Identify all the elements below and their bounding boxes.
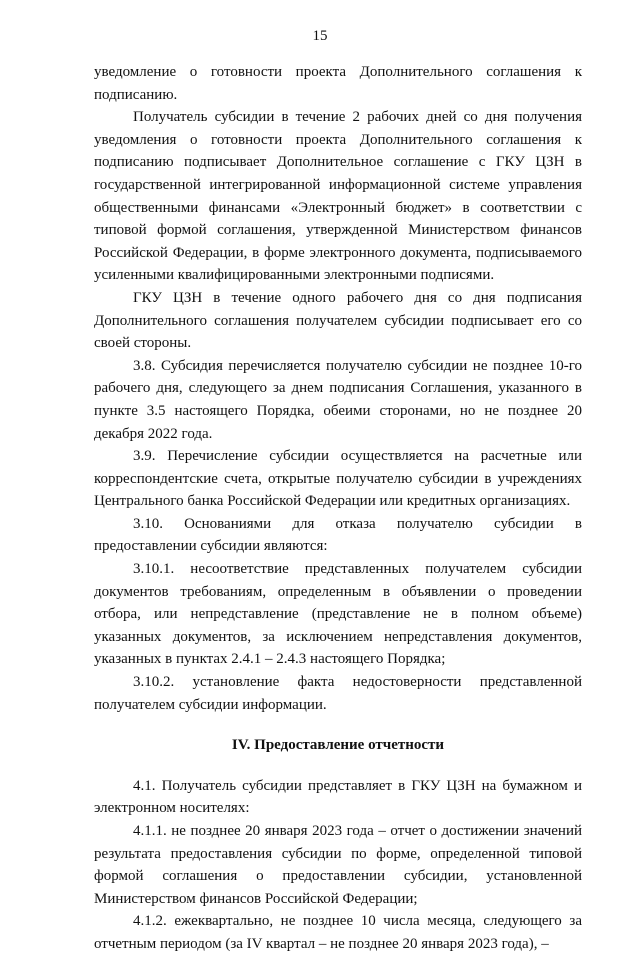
paragraph-signing-by-recipient: Получатель субсидии в течение 2 рабочих дней со дня получения уведомления о готовности проекта Дополнительного соглашения к подписанию подписывает Дополнительное соглашение с ГКУ ЦЗН в государственной интегрированной информационной системе управления общественными финансами «Электронный бюджет» в соответствии с типовой формой соглашения, утвержденной Министерством финансов Российской Федерации, в форме электронного документа, подписываемого усиленными квалифицированными электронными подписями. (94, 109, 582, 284)
paragraph-3-10-1: 3.10.1. несоответствие представленных получателем субсидии документов требованиям, определенным в объявлении о проведении отбора, или непредставление (представление не в полном объеме) указанных документов, за исключением непредставления документов, указанных в пунктах 2.4.1 – 2.4.3 настоящего Порядка; (94, 561, 582, 668)
paragraph-signing-by-gku: ГКУ ЦЗН в течение одного рабочего дня со дня подписания Дополнительного соглашения получателем субсидии подписывает его со своей стороны. (94, 289, 582, 352)
paragraph-4-1-2: 4.1.2. ежеквартально, не позднее 10 числа месяца, следующего за отчетным периодом (за IV квартал – не позднее 20 января 2023 года), – (94, 913, 582, 952)
paragraph-3-10: 3.10. Основаниями для отказа получателю субсидии в предоставлении субсидии являются: (94, 515, 582, 555)
paragraph-4-1: 4.1. Получатель субсидии представляет в ГКУ ЦЗН на бумажном и электронном носителях: (94, 777, 582, 817)
paragraph-continuation: уведомление о готовности проекта Дополнительного соглашения к подписанию. (94, 64, 582, 103)
paragraph-3-9: 3.9. Перечисление субсидии осуществляется на расчетные или корреспондентские счета, открытые получателю субсидии в учреждениях Центрального банка Российской Федерации или кредитных организациях. (94, 448, 582, 510)
document-body (94, 61, 582, 956)
section-heading: IV. Предоставление отчетности (231, 737, 445, 754)
paragraph-3-10-2: 3.10.2. установление факта недостоверности представленной получателем субсидии информации. (94, 674, 582, 713)
paragraph-4-1-1: 4.1.1. не позднее 20 января 2023 года – отчет о достижении значений результата предоставления субсидии по форме, определенной типовой формой соглашения о предоставлении субсидии, установленной Министерством финансов Российской Федерации; (94, 823, 582, 907)
paragraph-3-8: 3.8. Субсидия перечисляется получателю субсидии не позднее 10-го рабочего дня, следующего за днем подписания Соглашения, указанного в пункте 3.5 настоящего Порядка, обеими сторонами, но не позднее 20 декабря 2022 года. (94, 357, 582, 442)
page-number: 15 (312, 28, 328, 44)
